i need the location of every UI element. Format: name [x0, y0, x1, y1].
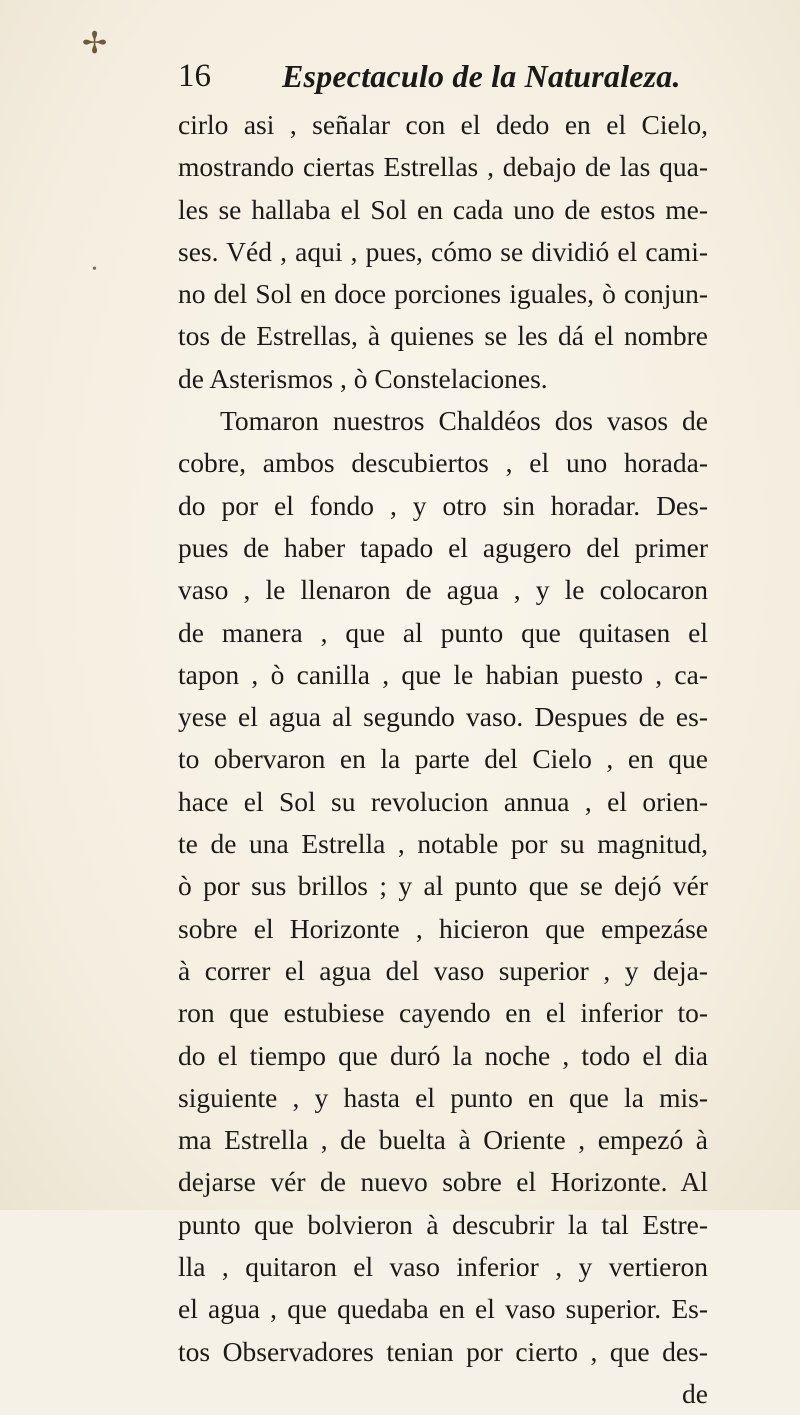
- catchword: de: [682, 1377, 708, 1409]
- page-header: [170, 48, 690, 94]
- text-line: hace el Sol su revolucion annua , el orien-: [178, 785, 708, 817]
- text-line: ron que estubiese cayendo en el inferior to-: [178, 997, 708, 1029]
- text-line: dejarse vér de nuevo sobre el Horizonte. Al: [178, 1166, 708, 1198]
- text-line: tos de Estrellas, à quienes se les dá el nombre: [178, 320, 708, 352]
- text-line: lla , quitaron el vaso inferior , y vertieron: [178, 1251, 708, 1283]
- text-line: ma Estrella , de buelta à Oriente , empezó à: [178, 1124, 708, 1156]
- text-line: cobre, ambos descubiertos , el uno horada-: [178, 447, 708, 479]
- text-line: vaso , le llenaron de agua , y le colocaron: [178, 574, 708, 606]
- ink-blot-icon: ✢: [82, 27, 108, 60]
- text-line: ses. Véd , aqui , pues, cómo se dividió el cami-: [178, 235, 708, 267]
- text-line: no del Sol en doce porciones iguales, ò conjun-: [178, 278, 708, 310]
- speck-icon: •: [92, 262, 97, 277]
- text-line: tapon , ò canilla , que le habian puesto , ca-: [178, 658, 708, 690]
- text-line: punto que bolvieron à descubrir la tal Estre-: [178, 1208, 708, 1240]
- text-line: te de una Estrella , notable por su magnitud,: [178, 828, 708, 860]
- text-line: Tomaron nuestros Chaldéos dos vasos de: [220, 405, 708, 437]
- body-text: [178, 104, 708, 1415]
- text-line: siguiente , y hasta el punto en que la mis-: [178, 1081, 708, 1113]
- text-line: cirlo asi , señalar con el dedo en el Cielo,: [178, 109, 708, 140]
- text-line: à correr el agua del vaso superior , y deja-: [178, 954, 708, 986]
- running-title: Espectaculo de la Naturaleza.: [282, 58, 681, 94]
- text-line: tos Observadores tenian por cierto , que des-: [178, 1335, 708, 1367]
- text-line: de Asterismos , ò Constelaciones.: [178, 362, 548, 394]
- text-line: pues de haber tapado el agugero del primer: [178, 531, 708, 563]
- text-line: les se hallaba el Sol en cada uno de estos me-: [178, 193, 708, 225]
- text-line: de manera , que al punto que quitasen el: [178, 616, 708, 648]
- text-line: el agua , que quedaba en el vaso superior. Es-: [178, 1293, 708, 1325]
- text-line: do el tiempo que duró la noche , todo el dia: [178, 1039, 708, 1071]
- page-number: 16: [178, 58, 211, 94]
- text-line: yese el agua al segundo vaso. Despues de es-: [178, 701, 708, 733]
- text-line: do por el fondo , y otro sin horadar. Des-: [178, 489, 708, 521]
- text-line: to obervaron en la parte del Cielo , en que: [178, 743, 708, 775]
- text-line: ò por sus brillos ; y al punto que se dejó vér: [178, 870, 708, 902]
- text-line: sobre el Horizonte , hicieron que empezáse: [178, 912, 708, 944]
- text-line: mostrando ciertas Estrellas , debajo de las qua-: [178, 151, 708, 183]
